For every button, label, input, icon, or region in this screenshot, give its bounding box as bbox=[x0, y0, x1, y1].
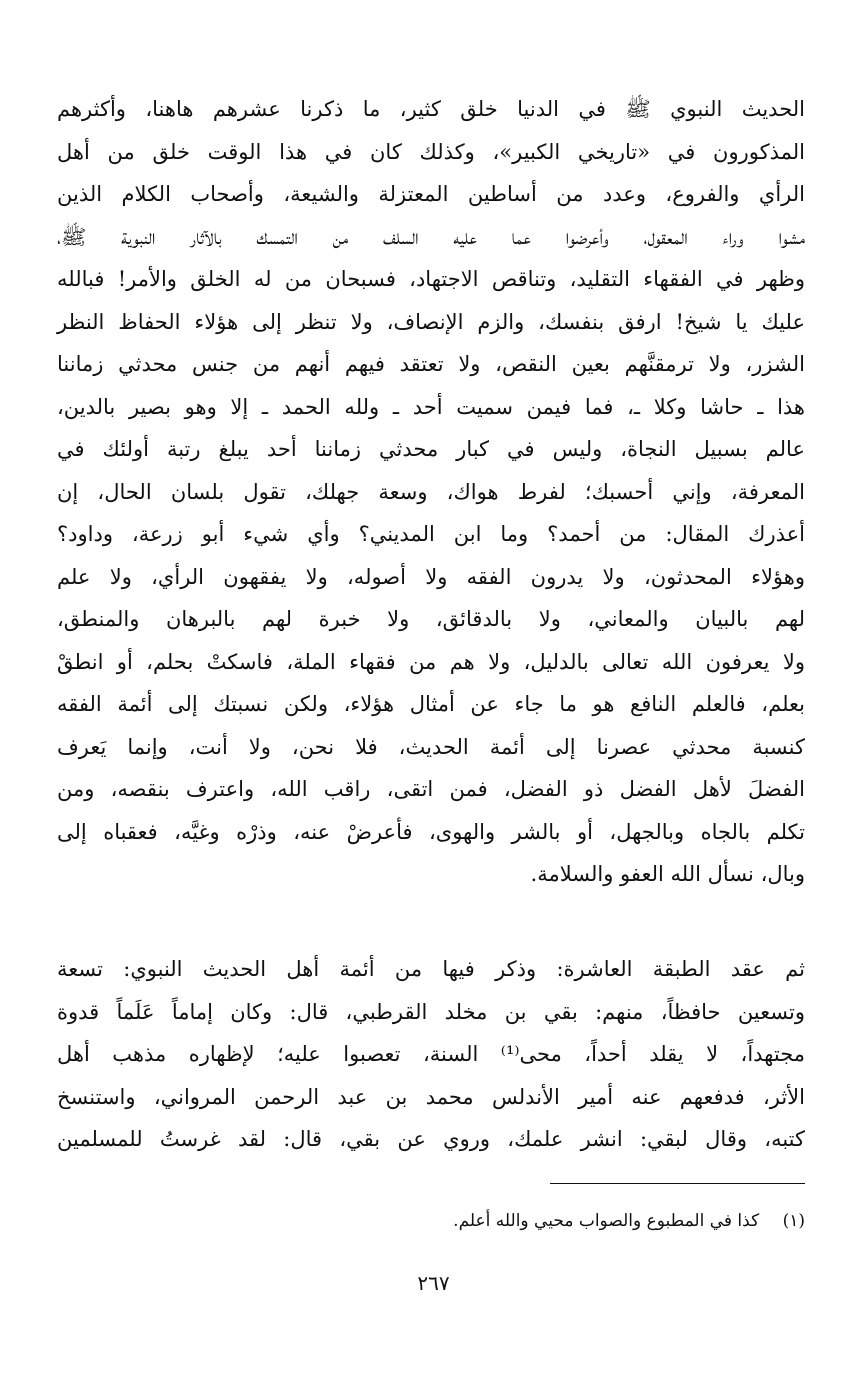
text-line: الرأي والفروع، وعدد من أساطين المعتزلة والشيعة، وأصحاب الكلام الذين bbox=[57, 182, 805, 206]
text-line: الشزر، ولا ترمقنَّهم بعين النقص، ولا تعتقد فيهم أنهم من جنس محدثي زماننا bbox=[57, 352, 805, 376]
text-line: كنسبة محدثي عصرنا إلى أئمة الحديث، فلا نحن، ولا أنت، وإنما يَعرف bbox=[57, 734, 805, 759]
footnote-text: كذا في المطبوع والصواب محيي والله أعلم. bbox=[453, 1211, 760, 1231]
text-line: لهم بالبيان والمعاني، ولا بالدقائق، ولا خبرة لهم بالبرهان والمنطق، bbox=[57, 607, 805, 631]
text-line: وظهر في الفقهاء التقليد، وتناقص الاجتهاد، فسبحان من له الخلق والأمر! فبالله bbox=[57, 267, 805, 291]
paragraph-2 bbox=[57, 948, 805, 1161]
text-line: الحديث النبوي ﷺ في الدنيا خلق كثير، ما ذكرنا عشرهم هاهنا، وأكثرهم bbox=[57, 97, 805, 121]
paragraph-1 bbox=[57, 88, 805, 896]
text-line: الأثر، فدفعهم عنه أمير الأندلس محمد بن عبد الرحمن المرواني، واستنسخ bbox=[57, 1084, 805, 1109]
text-line: ولا يعرفون الله تعالى بالدليل، ولا هم من فقهاء الملة، فاسكتْ بحلم، أو انطقْ bbox=[57, 649, 805, 674]
text-line: أعذرك المقال: من أحمد؟ وما ابن المديني؟ وأي شيء أبو زرعة، وداود؟ bbox=[57, 522, 805, 546]
text-line: عالم بسبيل النجاة، وليس في كبار محدثي زماننا أحد يبلغ رتبة أولئك في bbox=[57, 437, 805, 461]
footnote-divider bbox=[550, 1183, 805, 1184]
footnote-number: (١) bbox=[782, 1211, 805, 1231]
text-line: عليك يا شيخ! ارفق بنفسك، والزم الإنصاف، ولا تنظر إلى هؤلاء الحفاظ النظر bbox=[57, 309, 805, 334]
text-line: بعلم، فالعلم النافع هو ما جاء عن أمثال هؤلاء، ولكن نسبتك إلى أئمة الفقه bbox=[57, 692, 805, 716]
footnote bbox=[57, 1206, 805, 1236]
text-line: مشوا وراء المعقول، وأعرضوا عما عليه السلف من التمسك بالآثار النبوية ﷺ، bbox=[57, 224, 805, 249]
text-line: مجتهداً، لا يقلد أحداً، محى⁽¹⁾ السنة، تعصبوا عليه؛ لإظهاره مذهب أهل bbox=[57, 1042, 806, 1066]
text-line: وتسعين حافظاً، منهم: بقي بن مخلد القرطبي، قال: وكان إماماً عَلَماً قدوة bbox=[57, 999, 805, 1024]
text-line: المعرفة، وإني أحسبك؛ لفرط هواك، وسعة جهلك، تقول بلسان الحال، إن bbox=[57, 479, 805, 504]
text-line: الفضلَ لأهل الفضل ذو الفضل، فمن اتقى، راقب الله، واعترف بنقصه، ومن bbox=[57, 777, 805, 801]
text-line: وبال، نسأل الله العفو والسلامة. bbox=[530, 862, 805, 886]
text-line: تكلم بالجاه وبالجهل، أو بالشر والهوى، فأعرضْ عنه، وذرْه وغيَّه، فعقباه إلى bbox=[57, 819, 805, 844]
text-line: المذكورون في «تاريخي الكبير»، وكذلك كان في هذا الوقت خلق من أهل bbox=[57, 139, 805, 164]
text-line: وهؤلاء المحدثون، ولا يدرون الفقه ولا أصوله، ولا يفقهون الرأي، ولا علم bbox=[57, 564, 805, 589]
text-line: ثم عقد الطبقة العاشرة: وذكر فيها من أئمة أهل الحديث النبوي: تسعة bbox=[57, 957, 805, 981]
text-line: هذا ـ حاشا وكلا ـ، فما فيمن سميت أحد ـ ولله الحمد ـ إلا وهو بصير بالدين، bbox=[57, 394, 805, 419]
text-line: كتبه، وقال لبقي: انشر علمك، وروي عن بقي، قال: لقد غرستُ للمسلمين bbox=[57, 1127, 805, 1151]
page-number: ٢٦٧ bbox=[417, 1271, 450, 1295]
